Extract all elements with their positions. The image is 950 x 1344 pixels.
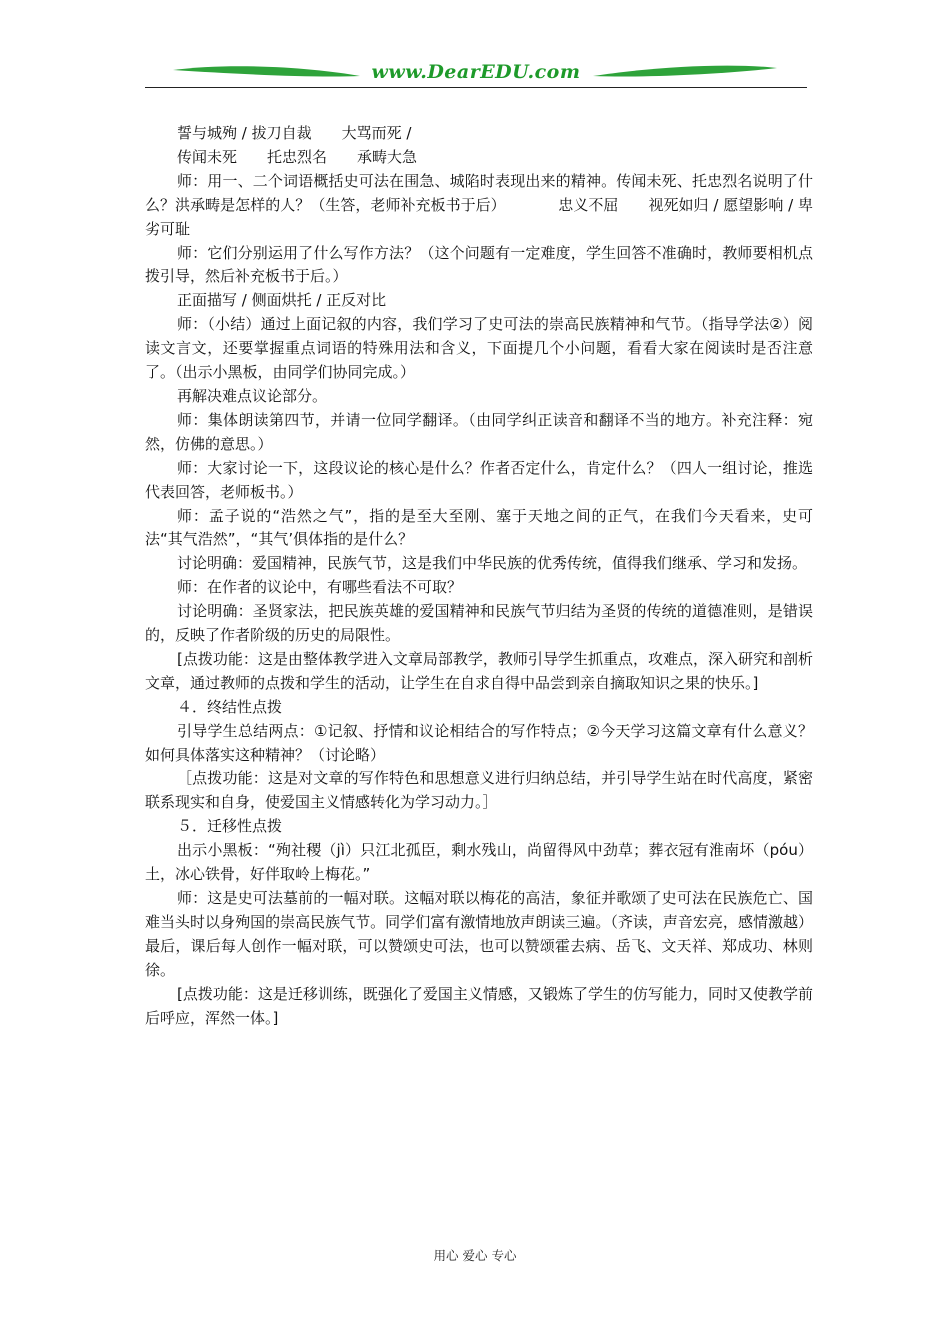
paragraph: 正面描写 / 侧面烘托 / 正反对比	[177, 291, 387, 310]
paragraph: [点拨功能：这是迁移训练，既强化了爱国主义情感，又锻炼了学生的仿写能力，同时又使教学前后呼应，浑然一体。]	[145, 984, 813, 1027]
paragraph: 讨论明确：爱国精神，民族气节，这是我们中华民族的优秀传统，值得我们继承、学习和发扬。	[177, 554, 808, 573]
paragraph: 传闻未死 托忠烈名 承畴大急	[177, 147, 418, 166]
document-body	[145, 122, 813, 1030]
paragraph: ［点拨功能：这是对文章的写作特色和思想意义进行归纳总结，并引导学生站在时代高度，紧密联系现实和自身，使爱国主义情感转化为学习动力。］	[145, 769, 813, 812]
section-heading: ５．迁移性点拨	[177, 817, 283, 836]
paragraph: 再解决难点议论部分。	[177, 386, 328, 405]
paragraph: 誓与城殉 / 拔刀自裁 大骂而死 /	[177, 124, 412, 142]
paragraph: 师：在作者的议论中，有哪些看法不可取？	[177, 578, 463, 597]
site-logo-text: www.DearEDU.com	[371, 61, 581, 83]
paragraph: [点拨功能：这是由整体教学进入文章局部教学，教师引导学生抓重点，攻难点，深入研究和剖析文章，通过教师的点拨和学生的活动，让学生在自求自得中品尝到亲自摘取知识之果的快乐。]	[145, 649, 813, 692]
paragraph: 师：孟子说的“浩然之气”，指的是至大至刚、塞于天地之间的正气，在我们今天看来，史可法“其气浩然”，“其气’俱体指的是什么？	[145, 506, 813, 549]
paragraph: 师：（小结）通过上面记叙的内容，我们学习了史可法的崇高民族精神和气节。（指导学法②）阅读文言文，还要掌握重点词语的特殊用法和含义，下面提几个小问题，看看大家在阅读时是否注意了。（出示小黑板，由同学们协同完成。）	[145, 315, 813, 382]
page-header	[145, 60, 807, 90]
page-footer: 用心 爱心 专心	[433, 1248, 517, 1263]
paragraph: 师：集体朗读第四节，并请一位同学翻译。（由同学纠正读音和翻译不当的地方。补充注释：宛然，仿佛的意思。）	[145, 410, 813, 453]
paragraph: 引导学生总结两点：①记叙、抒情和议论相结合的写作特点；②今天学习这篇文章有什么意义？如何具体落实这种精神？（讨论略）	[145, 721, 813, 764]
paragraph: 师：大家讨论一下，这段议论的核心是什么？作者否定什么，肯定什么？（四人一组讨论，推选代表回答，老师板书。）	[145, 458, 813, 501]
section-heading: ４．终结性点拨	[177, 697, 283, 716]
paragraph: 师：它们分别运用了什么写作方法？（这个问题有一定难度，学生回答不准确时，教师要相机点拨引导，然后补充板书于后。）	[145, 243, 813, 286]
paragraph: 出示小黑板：“殉社稷（jì）只江北孤臣，剩水残山，尚留得风中劲草；葬衣冠有淮南坏（póu）土，冰心铁骨，好伴取岭上梅花。”	[145, 841, 813, 884]
paragraph: 师：这是史可法墓前的一幅对联。这幅对联以梅花的高洁，象征并歌颂了史可法在民族危亡、国难当头时以身殉国的崇高民族气节。同学们富有激情地放声朗读三遍。（齐读，声音宏亮，感情激越）最后，课后每人创作一幅对联，可以赞颂史可法，也可以赞颂霍去病、岳飞、文天祥、郑成功、林则徐。	[145, 889, 813, 979]
paragraph: 师：用一、二个词语概括史可法在围急、城陷时表现出来的精神。传闻未死、托忠烈名说明了什么？洪承畴是怎样的人？（生答，老师补充板书于后） 忠义不屈 视死如归 / 愿望影响 / 卑劣可耻	[145, 171, 813, 238]
paragraph: 讨论明确：圣贤家法，把民族英雄的爱国精神和民族气节归结为圣贤的传统的道德准则，是错误的，反映了作者阶级的历史的局限性。	[145, 602, 813, 645]
header-rule	[145, 87, 807, 88]
